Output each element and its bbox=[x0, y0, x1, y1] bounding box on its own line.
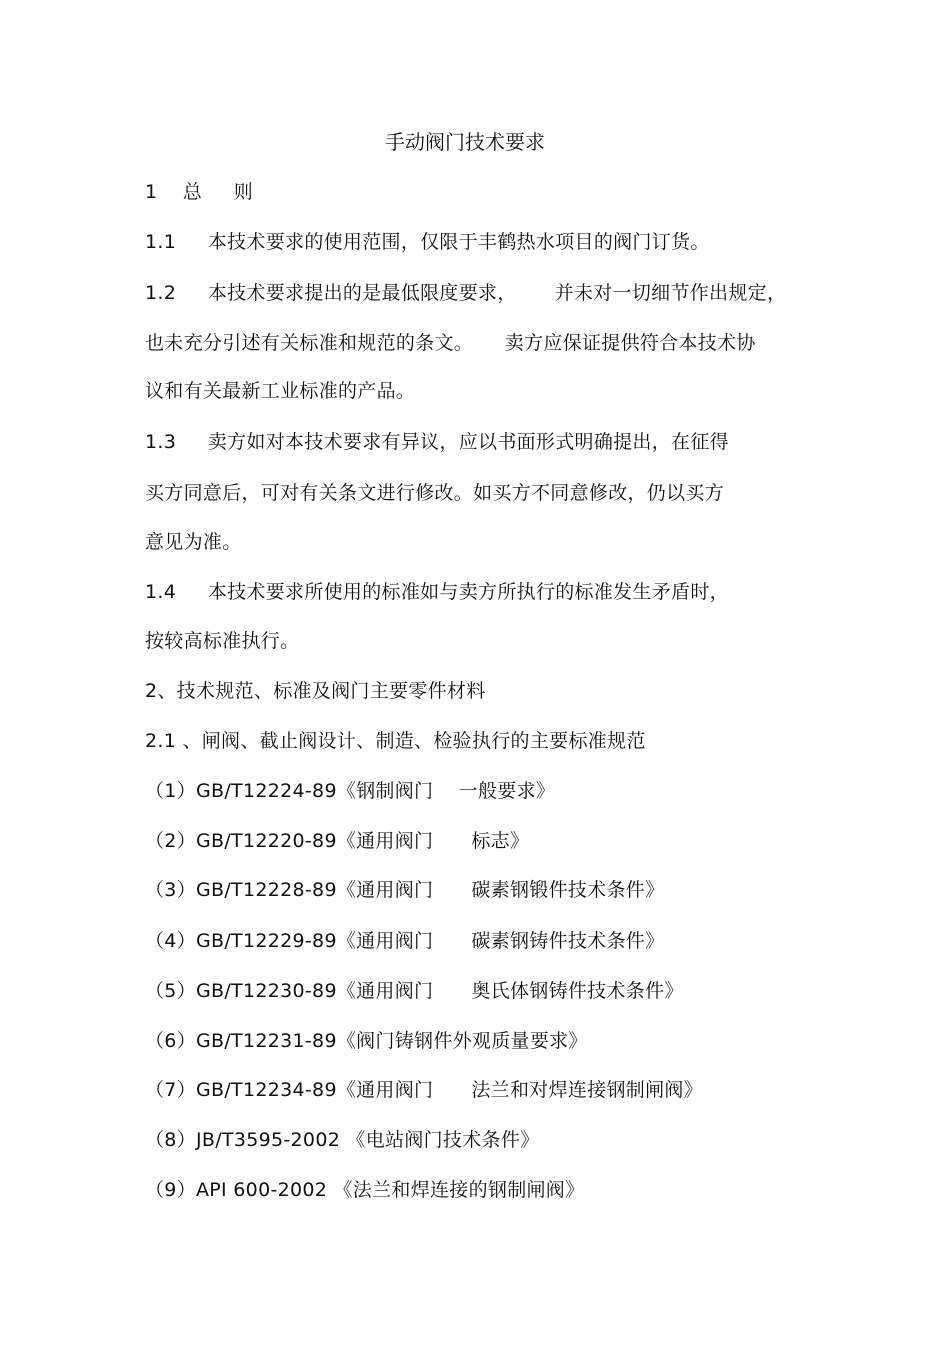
section-1-heading: 1 总 则 bbox=[145, 181, 254, 203]
section-2-heading: 2、技术规范、标准及阀门主要零件材料 bbox=[145, 680, 486, 702]
standard-list-item: （3）GB/T12228-89《通用阀门 碳素钢锻件技术条件》 bbox=[145, 879, 665, 901]
clause-1-1: 1.1 本技术要求的使用范围，仅限于丰鹤热水项目的阀门订货。 bbox=[145, 231, 710, 253]
standard-list-item: （5）GB/T12230-89《通用阀门 奥氏体钢铸件技术条件》 bbox=[145, 980, 684, 1002]
clause-1-3-line-2: 买方同意后，可对有关条文进行修改。如买方不同意修改，仍以买方 bbox=[145, 482, 725, 504]
clause-1-2-line-3: 议和有关最新工业标准的产品。 bbox=[145, 380, 416, 402]
document-title: 手动阀门技术要求 bbox=[385, 130, 545, 154]
clause-1-4-line-1: 1.4 本技术要求所使用的标准如与卖方所执行的标准发生矛盾时， bbox=[145, 581, 729, 603]
clause-1-2-line-1: 1.2 本技术要求提出的是最低限度要求， 并未对一切细节作出规定， bbox=[145, 282, 787, 304]
standard-list-item: （8）JB/T3595-2002 《电站阀门技术条件》 bbox=[145, 1129, 540, 1151]
clause-1-3-line-3: 意见为准。 bbox=[145, 531, 242, 553]
standard-list-item: （9）API 600-2002 《法兰和焊连接的钢制闸阀》 bbox=[145, 1179, 585, 1201]
clause-2-1: 2.1 、闸阀、截止阀设计、制造、检验执行的主要标准规范 bbox=[145, 730, 646, 752]
clause-1-3-line-1: 1.3 卖方如对本技术要求有异议，应以书面形式明确提出，在征得 bbox=[145, 431, 729, 453]
standard-list-item: （6）GB/T12231-89《阀门铸钢件外观质量要求》 bbox=[145, 1030, 588, 1052]
clause-1-4-line-2: 按较高标准执行。 bbox=[145, 630, 300, 652]
standard-list-item: （2）GB/T12220-89《通用阀门 标志》 bbox=[145, 830, 530, 852]
clause-1-2-line-2: 也未充分引述有关标准和规范的条文。 卖方应保证提供符合本技术协 bbox=[145, 332, 756, 354]
standard-list-item: （1）GB/T12224-89《钢制阀门 一般要求》 bbox=[145, 780, 556, 802]
standard-list-item: （4）GB/T12229-89《通用阀门 碳素钢铸件技术条件》 bbox=[145, 930, 665, 952]
standard-list-item: （7）GB/T12234-89《通用阀门 法兰和对焊连接钢制闸阀》 bbox=[145, 1079, 703, 1101]
